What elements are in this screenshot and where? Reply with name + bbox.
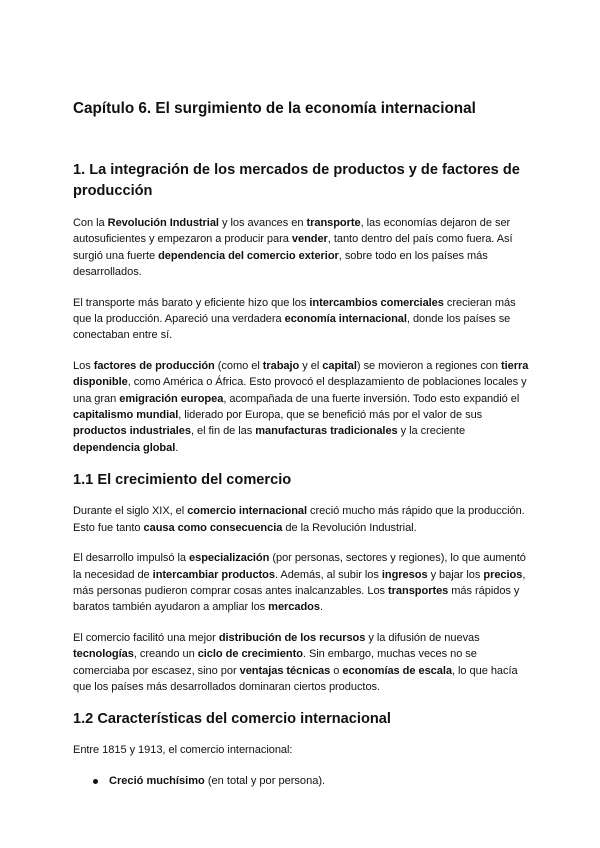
text-run: El comercio facilitó una mejor <box>73 631 219 644</box>
bold-text: causa como consecuencia <box>143 521 283 534</box>
text-run: , el fin de las <box>190 425 256 438</box>
text-run: , más personas pudieron comprar cosas antes inalcanzables. Los <box>73 568 526 597</box>
text-run: creció mucho más rápido que la producción. Esto fue tanto <box>73 505 525 534</box>
bold-text: trabajo <box>262 359 300 372</box>
bold-text: distribución de los recursos <box>218 631 366 644</box>
bold-text: capitalismo mundial <box>73 409 179 422</box>
text-run: , creando un <box>133 648 198 661</box>
text-run: . Sin embargo, muchas veces no se comerciaba por escasez, sino por <box>73 648 477 677</box>
section-1-body <box>73 215 533 456</box>
text-run: y bajar los <box>427 568 484 581</box>
paragraph <box>73 503 533 536</box>
text-run: , sobre todo en los países más desarrollados. <box>73 249 488 279</box>
text-run: , liderado por Europa, que se benefició más por el valor de sus <box>178 409 483 422</box>
bold-text: Creció muchísimo <box>109 774 205 787</box>
bold-text: economías de escala <box>342 664 452 677</box>
text-run: (en total y por persona). <box>204 774 326 787</box>
text-run: . <box>175 441 179 454</box>
bold-text: comercio internacional <box>187 505 308 518</box>
bold-text: vender <box>291 233 328 246</box>
text-run: Los <box>73 359 94 372</box>
text-run: y el <box>299 359 323 372</box>
bold-text: intercambios comerciales <box>309 296 444 309</box>
bold-text: dependencia del comercio exterior <box>158 249 339 262</box>
section-1-heading: 1. La integración de los mercados de productos y de factores de producción <box>73 162 520 199</box>
paragraph <box>73 215 533 281</box>
text-run: . Además, al subir los <box>274 568 382 581</box>
text-run: El desarrollo impulsó la <box>73 552 190 565</box>
bullet-item <box>93 773 533 789</box>
text-run: Durante el siglo XIX, el <box>73 505 188 518</box>
bold-text: mercados <box>268 601 320 614</box>
text-run: , las economías dejaron de ser autosuficientes y empezaron a producir para <box>73 217 511 246</box>
text-run: más rápidos y baratos también ayudaron a ampliar los <box>73 584 520 614</box>
text-run: Con la <box>73 217 108 229</box>
bold-text: productos industriales <box>73 425 191 438</box>
bold-text: precios <box>483 568 523 581</box>
text-run: (como el <box>214 359 263 372</box>
paragraph <box>73 295 533 344</box>
bold-text: manufacturas tradicionales <box>255 425 398 438</box>
bold-text: intercambiar productos <box>152 568 275 581</box>
bold-text: transporte <box>306 217 361 229</box>
chapter-title: Capítulo 6. El surgimiento de la economía internacional <box>73 100 476 117</box>
bold-text: Revolución Industrial <box>107 217 219 229</box>
bold-text: tierra disponible <box>73 359 529 389</box>
text-run: , donde los países se conectaban entre sí. <box>73 313 511 342</box>
text-run: crecieran más que la producción. Apareció una verdadera <box>73 296 516 326</box>
section-1-1-body <box>73 503 533 695</box>
paragraph <box>73 358 533 456</box>
section-1-2-intro: Entre 1815 y 1913, el comercio internacional: <box>73 744 293 757</box>
bold-text: ventajas técnicas <box>239 664 331 677</box>
text-run: (por personas, sectores y regiones), lo que aumentó la necesidad de <box>73 552 526 581</box>
text-run: y la difusión de nuevas <box>365 631 480 644</box>
bullet-dot-icon <box>93 779 98 784</box>
document-content <box>73 98 533 789</box>
bold-text: capital <box>322 359 357 372</box>
bold-text: economía internacional <box>284 313 407 326</box>
bold-text: emigración europea <box>119 392 224 405</box>
text-run: o <box>330 664 343 677</box>
text-run: ) se movieron a regiones con <box>356 359 501 372</box>
section-1-2-bullet-list <box>73 773 533 789</box>
text-run: , como América o África. Esto provocó el desplazamiento de poblaciones locales y una gran <box>73 376 527 405</box>
text-run: y la creciente <box>397 425 466 438</box>
text-run: , tanto dentro del país como fuera. Así surgió una fuerte <box>73 233 513 262</box>
bold-text: ingresos <box>381 568 428 581</box>
section-1-1-heading: 1.1 El crecimiento del comercio <box>73 472 292 489</box>
bold-text: ciclo de crecimiento <box>197 648 303 661</box>
text-run: El transporte más barato y eficiente hizo que los <box>73 296 310 309</box>
text-run: , acompañada de una fuerte inversión. Todo esto expandió el <box>223 392 520 405</box>
paragraph <box>73 550 533 616</box>
section-1-2-heading: 1.2 Características del comercio internacional <box>73 711 391 728</box>
text-run: de la Revolución Industrial. <box>282 521 417 534</box>
text-run: . <box>319 601 323 614</box>
bold-text: especialización <box>189 552 270 565</box>
bold-text: tecnologías <box>73 648 134 661</box>
paragraph <box>73 630 533 696</box>
bold-text: transportes <box>388 584 449 597</box>
bold-text: factores de producción <box>93 359 215 372</box>
text-run: y los avances en <box>218 217 307 229</box>
bold-text: dependencia global <box>73 441 176 454</box>
text-run: , lo que hacía que los países más desarrollados dominaran ciertos productos. <box>73 664 518 693</box>
